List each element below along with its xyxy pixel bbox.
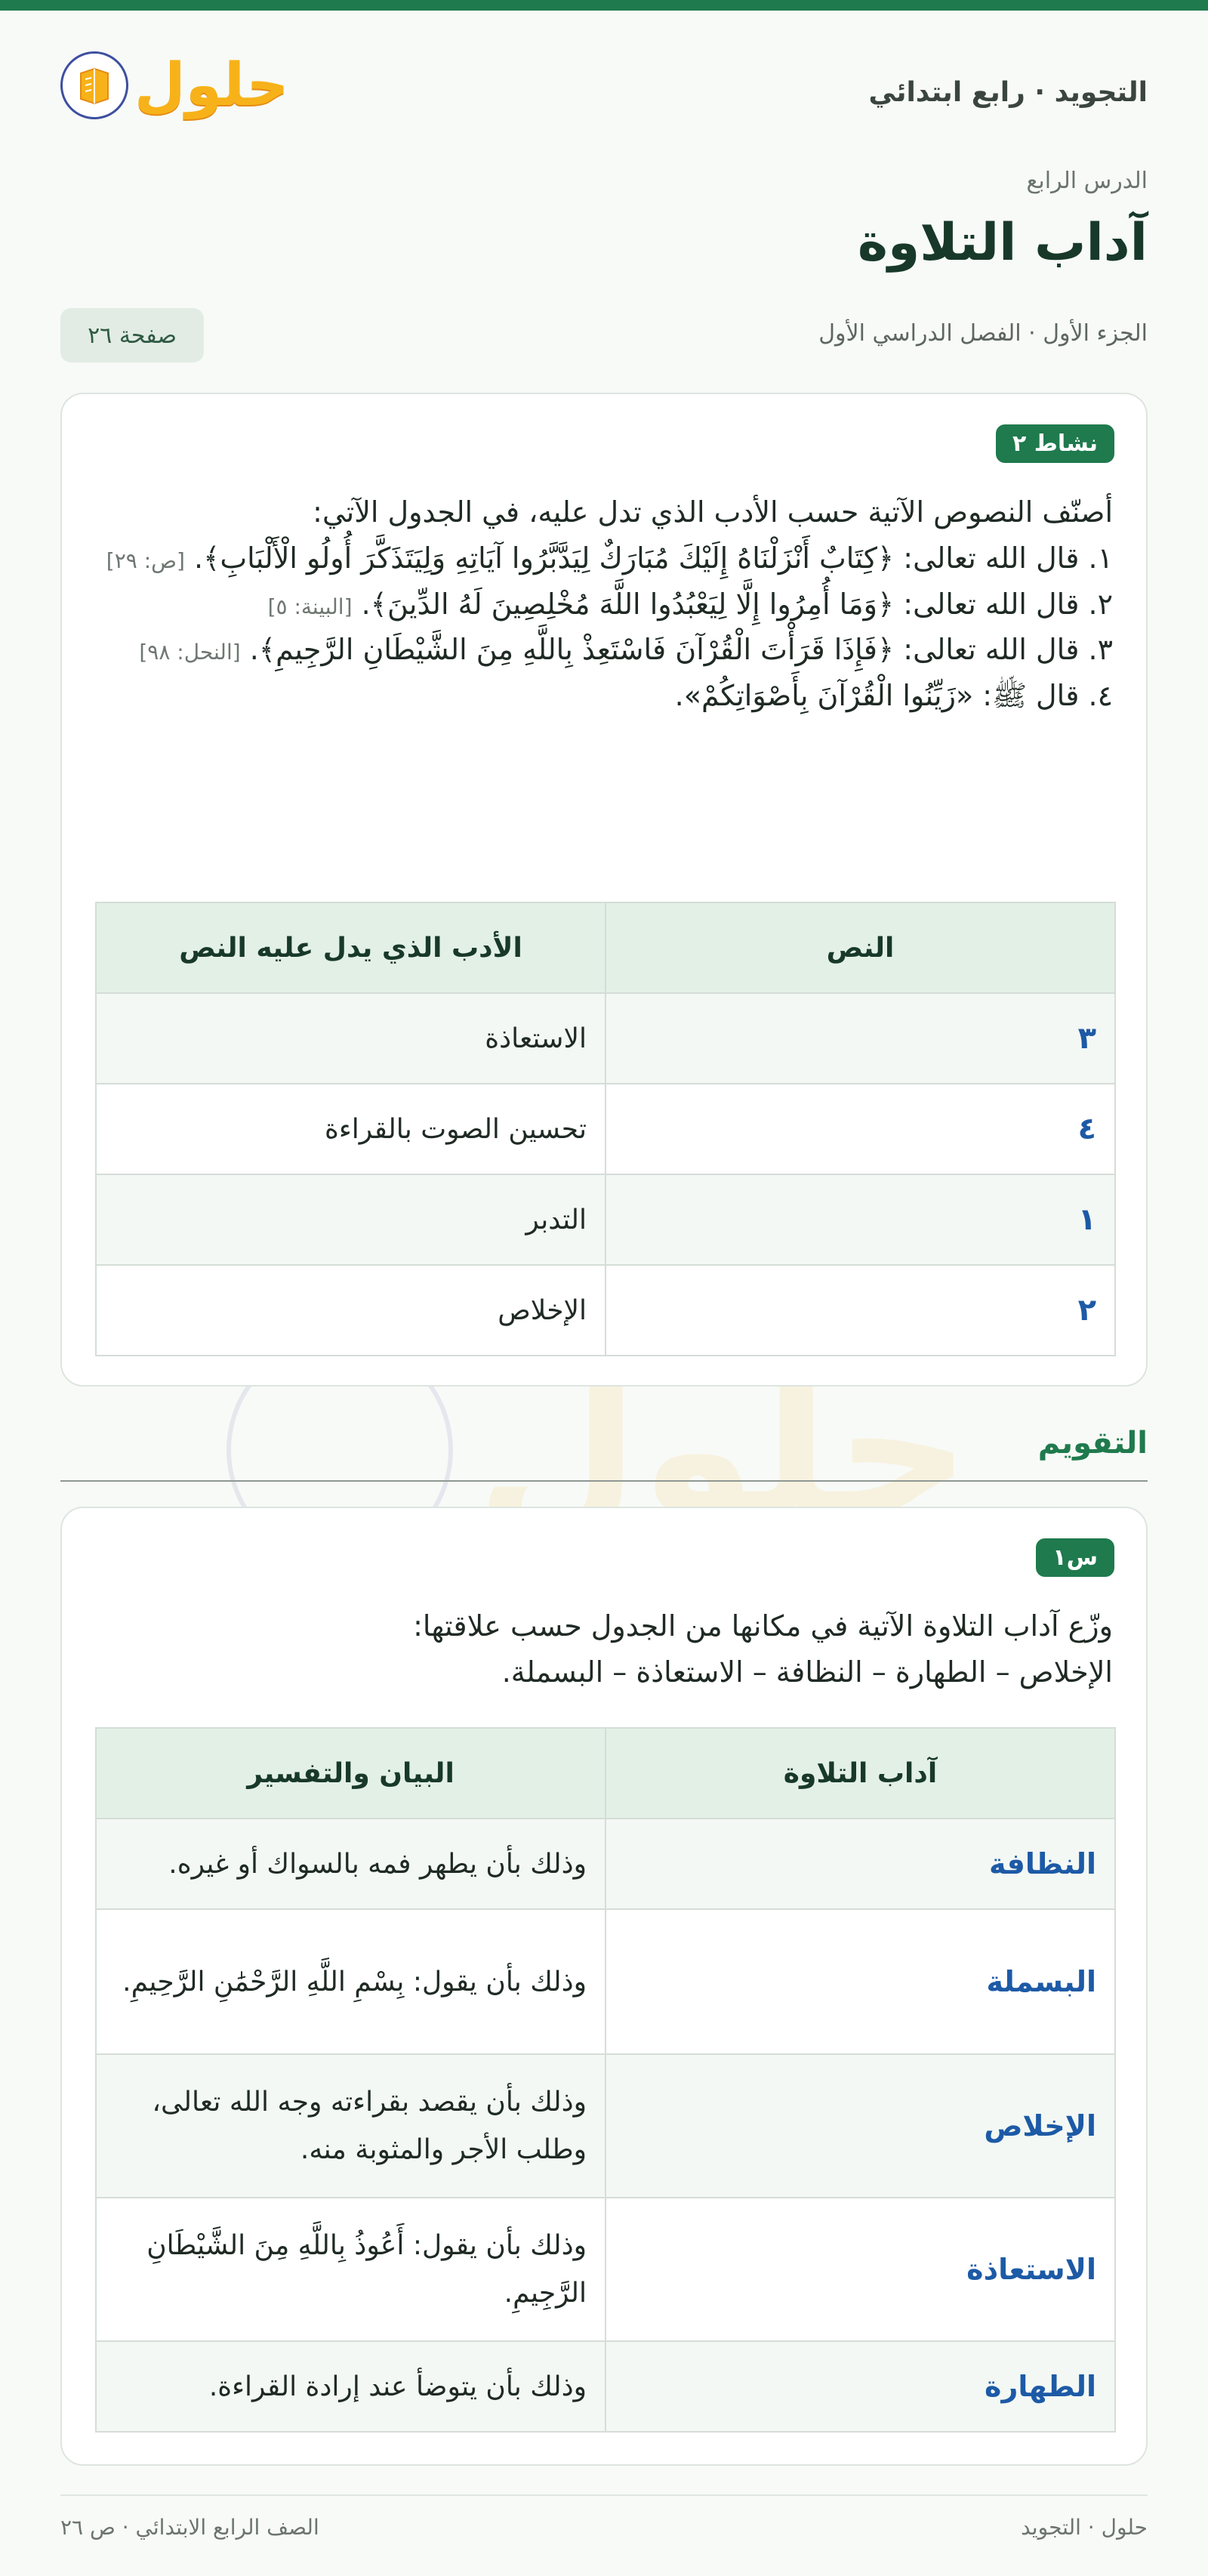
watermark-wordmark: حلول	[476, 1340, 971, 1559]
term-line: الجزء الأول · الفصل الدراسي الأول	[818, 320, 1148, 347]
footer-grade-page: الصف الرابع الابتدائي · ص ٢٦	[60, 2515, 319, 2540]
site-logo[interactable]	[60, 51, 289, 119]
item-ref: [ص: ٢٩]	[106, 548, 185, 573]
book-icon	[60, 51, 128, 119]
adab-name: البسملة	[606, 1909, 1115, 2054]
adab-explanation: وذلك بأن يقول: بِسْمِ اللَّهِ الرَّحْمَٰنِ الرَّحِيمِ.	[96, 1909, 606, 2054]
evaluation-card	[60, 1507, 1148, 2466]
activity-tag: نشاط ٢	[996, 424, 1114, 463]
etiquette-table	[95, 1727, 1116, 2433]
table-row	[96, 2341, 1115, 2432]
adab-name: الاستعاذة	[606, 2198, 1115, 2341]
table-row	[96, 2198, 1115, 2341]
table-header: الأدب الذي يدل عليه النص	[96, 902, 606, 993]
question-word-list: الإخلاص – الطهارة – النظافة – الاستعاذة – البسملة.	[501, 1655, 1113, 1689]
lesson-number: الدرس الرابع	[1026, 168, 1148, 194]
activity-item-3	[95, 627, 1113, 673]
activity-text	[95, 489, 1113, 719]
text-number: ٣	[606, 993, 1115, 1084]
adab-explanation: وذلك بأن يطهر فمه بالسواك أو غيره.	[96, 1819, 606, 1909]
question-text	[95, 1603, 1113, 1695]
adab-name: النظافة	[606, 1819, 1115, 1909]
table-row	[96, 1174, 1115, 1265]
table-row	[96, 1084, 1115, 1174]
item-text: ١. قال الله تعالى: ﴿كِتَابٌ أَنْزَلْنَاهُ إِلَيْكَ مُبَارَكٌ لِيَدَّبَّرُوا آيَاتِهِ وَلِيَتَذَكَّرَ أُولُو الْأَلْبَابِ﴾.	[194, 541, 1113, 575]
activity-item-2	[95, 582, 1113, 628]
activity-card	[60, 393, 1148, 1387]
top-accent-bar	[0, 0, 1208, 11]
item-text: ٢. قال الله تعالى: ﴿وَمَا أُمِرُوا إِلَّا لِيَعْبُدُوا اللَّهَ مُخْلِصِينَ لَهُ الدِّينَ﴾.	[361, 587, 1113, 621]
adab-name: الطهارة	[606, 2341, 1115, 2432]
table-header: النص	[606, 902, 1115, 993]
table-row	[96, 2054, 1115, 2198]
adab-value: الاستعاذة	[96, 993, 606, 1084]
table-header: آداب التلاوة	[606, 1728, 1115, 1819]
table-row	[96, 993, 1115, 1084]
adab-explanation: وذلك بأن يقصد بقراءته وجه الله تعالى، وطلب الأجر والمثوبة منه.	[96, 2054, 606, 2198]
activity-item-1	[95, 535, 1113, 582]
adab-name: الإخلاص	[606, 2054, 1115, 2198]
activity-instruction: أصنّف النصوص الآتية حسب الأدب الذي تدل عليه، في الجدول الآتي:	[313, 495, 1113, 529]
text-number: ٤	[606, 1084, 1115, 1174]
item-text: ٣. قال الله تعالى: ﴿فَإِذَا قَرَأْتَ الْقُرْآنَ فَاسْتَعِذْ بِاللَّهِ مِنَ الشَّيْطَانِ الرَّجِيمِ﴾.	[249, 633, 1113, 667]
page-number-badge: صفحة ٢٦	[60, 308, 204, 362]
table-header: البيان والتفسير	[96, 1728, 606, 1819]
item-ref: [النحل: ٩٨]	[139, 640, 241, 665]
item-text: ٤. قال ﷺ: «زَيِّنُوا الْقُرْآنَ بِأَصْوَاتِكُمْ».	[674, 679, 1113, 713]
item-ref: [البينة: ٥]	[267, 594, 353, 619]
text-number: ١	[606, 1174, 1115, 1265]
page-title: آداب التلاوة	[857, 213, 1148, 273]
question-instruction: وزّع آداب التلاوة الآتية في مكانها من الجدول حسب علاقتها:	[413, 1609, 1113, 1643]
subject-grade-line: التجويد · رابع ابتدائي	[868, 77, 1148, 108]
adab-explanation: وذلك بأن يقول: أَعُوذُ بِاللَّهِ مِنَ الشَّيْطَانِ الرَّجِيمِ.	[96, 2198, 606, 2341]
table-row	[96, 1265, 1115, 1356]
section-title: التقويم	[1037, 1426, 1148, 1461]
adab-value: تحسين الصوت بالقراءة	[96, 1084, 606, 1174]
adab-value: التدبر	[96, 1174, 606, 1265]
text-number: ٢	[606, 1265, 1115, 1356]
question-tag: س١	[1036, 1538, 1114, 1577]
table-row	[96, 1819, 1115, 1909]
activity-item-4	[95, 673, 1113, 719]
table-row	[96, 1909, 1115, 2054]
classification-table	[95, 902, 1116, 1356]
footer-divider	[60, 2494, 1148, 2496]
section-divider	[60, 1480, 1148, 1482]
logo-wordmark: حلول	[134, 51, 289, 119]
adab-explanation: وذلك بأن يتوضأ عند إرادة القراءة.	[96, 2341, 606, 2432]
footer-site-subject: حلول · التجويد	[1021, 2515, 1148, 2540]
adab-value: الإخلاص	[96, 1265, 606, 1356]
